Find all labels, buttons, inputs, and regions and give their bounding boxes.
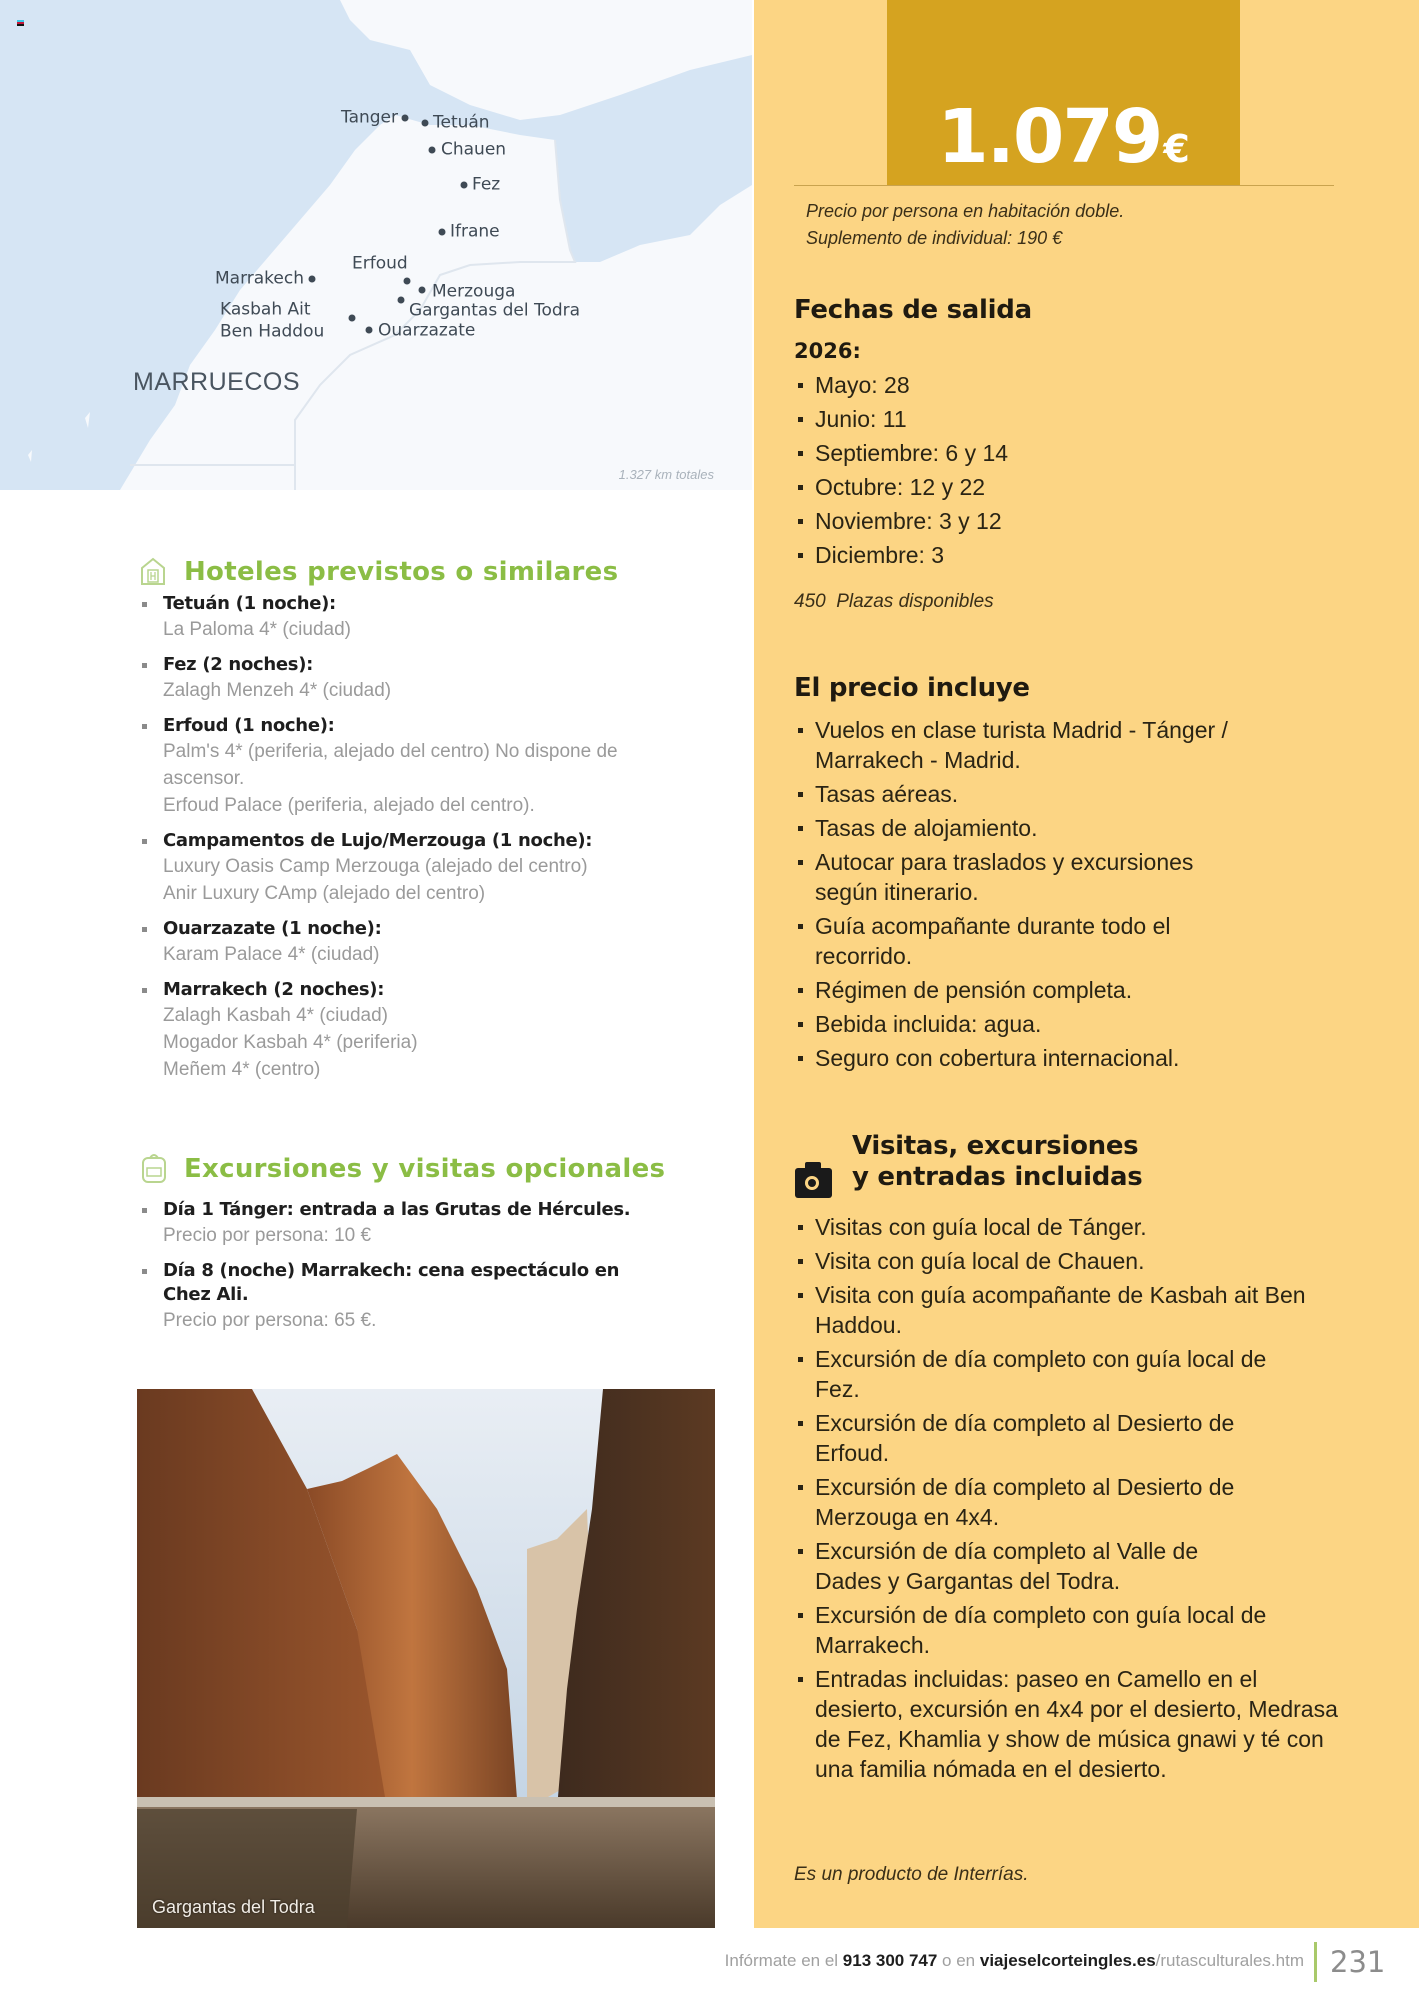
city-label-ben-haddou: Ben Haddou [220,321,325,342]
visit-item: Excursión de día completo al Desierto de Erfoud. [795,1408,1285,1468]
city-marker [422,120,429,127]
city-marker [402,115,409,122]
footer-site-link[interactable]: viajeselcorteingles.es [979,1951,1156,1970]
optional-excursion [139,1259,679,1334]
include-item: Tasas aéreas. [795,779,1265,809]
optional-excursion-title: Día 1 Tánger: entrada a las Grutas de Hércules. [163,1199,631,1220]
hotel-stop [139,917,669,968]
included-visits-title [852,1131,1142,1193]
hotel-stop [139,592,669,643]
hotel-stop [139,714,669,819]
backpack-icon [141,1152,167,1182]
hotel-icon [140,556,166,586]
price-includes-list [795,715,1265,1073]
hotel-name: La Paloma 4* (ciudad) [163,619,351,640]
price-note-single-supplement: Suplemento de individual: 190 € [806,228,1063,248]
included-visits-title-line2: y entradas incluidas [852,1162,1143,1193]
hotel-stop-city: Erfoud (1 noche): [163,715,335,736]
footer-contact [725,1951,1304,1971]
product-note: Es un producto de Interrías. [794,1864,1029,1885]
city-label-ouarzazate: Ouarzazate [378,320,476,341]
city-marker [419,287,426,294]
visit-item: Visitas con guía local de Tánger. [795,1212,1335,1242]
included-visits-list [795,1212,1338,1784]
city-marker [404,278,411,285]
page-number: 231 [1330,1945,1386,1979]
city-label-gargantas-del-todra: Gargantas del Todra [409,300,581,321]
map-landmass [0,0,752,490]
city-label-fez: Fez [472,174,501,195]
hotel-stop-city: Fez (2 noches): [163,654,314,675]
hotel-stop-city: Ouarzazate (1 noche): [163,918,382,939]
city-label-tanger: Tanger [341,107,399,128]
footer-phone[interactable]: 913 300 747 [842,1951,938,1970]
optional-excursions-list [139,1198,679,1344]
optional-excursions-title: Excursiones y visitas opcionales [184,1154,666,1184]
visit-item: Entradas incluidas: paseo en Camello en el desierto, excursión en 4x4 por el desierto, Medrasa de Fez, Khamlia y show de música gnawi y té con una familia nómada en el desierto. [795,1664,1345,1784]
gorge-photo [137,1389,715,1928]
hotel-name: Luxury Oasis Camp Merzouga (alejado del centro) [163,856,588,877]
optional-excursion-price: Precio por persona: 65 €. [163,1310,377,1331]
hotel-name: Meñem 4* (centro) [163,1059,321,1080]
city-marker [398,297,405,304]
optional-excursion-price: Precio por persona: 10 € [163,1225,372,1246]
date-item: Septiembre: 6 y 14 [795,436,1355,470]
visit-item: Visita con guía acompañante de Kasbah ait Ben Haddou. [795,1280,1335,1340]
city-marker [366,327,373,334]
photo-caption: Gargantas del Todra [152,1897,315,1917]
hotel-stop [139,829,669,907]
price-includes-title: El precio incluye [794,673,1030,703]
include-item: Vuelos en clase turista Madrid - Tánger / Marrakech - Madrid. [795,715,1265,775]
visit-item: Excursión de día completo al Desierto de Merzouga en 4x4. [795,1472,1285,1532]
city-marker [349,315,356,322]
include-item: Guía acompañante durante todo el recorrido. [795,911,1215,971]
city-marker [461,182,468,189]
price-currency: € [1163,127,1190,171]
optional-excursion [139,1198,679,1249]
date-item: Noviembre: 3 y 12 [795,504,1355,538]
price-divider [794,185,1334,186]
visit-item: Excursión de día completo al Valle de Dades y Gargantas del Todra. [795,1536,1255,1596]
departure-dates-list [795,368,1355,572]
footer-divider [1314,1942,1317,1982]
hotels-title: Hoteles previstos o similares [184,557,619,587]
optional-excursion-title: Día 8 (noche) Marrakech: cena espectáculo en Chez Ali. [163,1260,620,1305]
departure-year: 2026: [794,339,861,363]
price-notes [806,198,1124,252]
date-item: Junio: 11 [795,402,1355,436]
hotel-stop [139,653,669,704]
city-label-merzouga: Merzouga [432,281,516,302]
map-country-label: MARRUECOS [133,368,301,396]
city-label-marrakech: Marrakech [215,268,305,289]
date-item: Octubre: 12 y 22 [795,470,1355,504]
city-marker [429,147,436,154]
city-label-chauen: Chauen [441,139,507,160]
included-visits-title-line1: Visitas, excursiones [852,1131,1139,1161]
hotel-stop-city: Tetuán (1 noche): [163,593,336,614]
city-label-tetuan: Tetuán [433,112,490,133]
include-item: Tasas de alojamiento. [795,813,1265,843]
hotel-name: Mogador Kasbah 4* (periferia) [163,1032,418,1053]
footer-prefix: Infórmate en el [724,1951,843,1970]
include-item: Seguro con cobertura internacional. [795,1043,1265,1073]
include-item: Autocar para traslados y excursiones según itinerario. [795,847,1255,907]
include-item: Régimen de pensión completa. [795,975,1265,1005]
include-item: Bebida incluida: agua. [795,1009,1265,1039]
city-marker [309,276,316,283]
seats-available: 450 Plazas disponibles [794,591,994,612]
hotel-stop [139,978,669,1083]
hotel-name: Karam Palace 4* (ciudad) [163,944,380,965]
visit-item: Excursión de día completo con guía local de Marrakech. [795,1600,1315,1660]
footer-path-link[interactable]: /rutasculturales.htm [1155,1951,1304,1970]
footer-middle: o en [937,1951,980,1970]
hotel-name: Zalagh Kasbah 4* (ciudad) [163,1005,388,1026]
map-distance-label: 1.327 km totales [618,467,714,482]
print-registration-mark [17,20,24,27]
city-label-erfoud: Erfoud [352,253,408,274]
hotel-stop-city: Marrakech (2 noches): [163,979,385,1000]
departure-dates-title: Fechas de salida [794,295,1032,325]
visit-item: Visita con guía local de Chauen. [795,1246,1335,1276]
hotel-name: Palm's 4* (periferia, alejado del centro) No dispone de ascensor. [163,741,618,789]
hotel-name: Erfoud Palace (periferia, alejado del centro). [163,795,535,816]
visit-item: Excursión de día completo con guía local de Fez. [795,1344,1315,1404]
date-item: Diciembre: 3 [795,538,1355,572]
city-label-kasbah-ait: Kasbah Ait [220,299,311,320]
price-note-double-room: Precio por persona en habitación doble. [806,201,1125,221]
price-amount: 1.079 [937,94,1162,180]
date-item: Mayo: 28 [795,368,1355,402]
route-map [0,0,752,490]
hotel-stop-city: Campamentos de Lujo/Merzouga (1 noche): [163,830,593,851]
hotel-name: Anir Luxury CAmp (alejado del centro) [163,883,486,904]
hotel-name: Zalagh Menzeh 4* (ciudad) [163,680,392,701]
price-value [887,94,1240,180]
camera-icon [795,1160,832,1200]
hotels-list [139,592,669,1093]
city-marker [439,229,446,236]
city-label-ifrane: Ifrane [450,221,500,242]
